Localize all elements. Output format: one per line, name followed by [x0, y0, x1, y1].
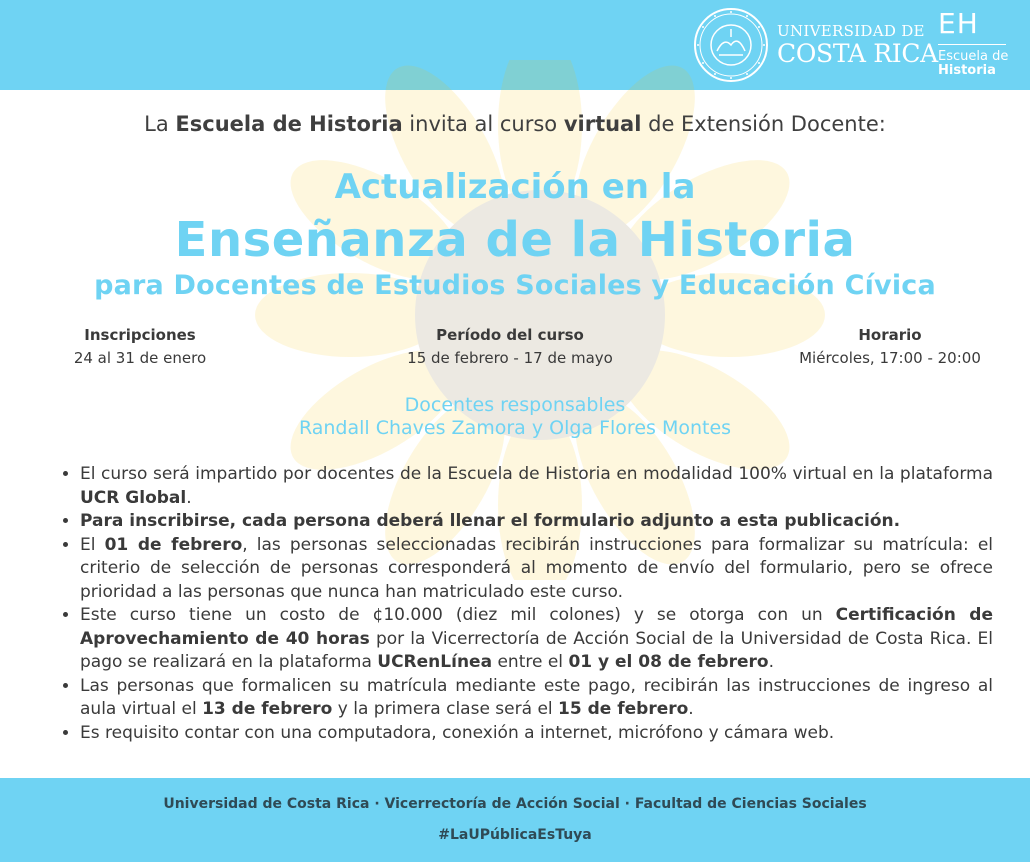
text: El: [80, 534, 105, 555]
eh-line1: Escuela de: [938, 49, 1009, 64]
title-line3: para Docentes de Estudios Sociales y Educación Cívica: [94, 270, 936, 301]
eh-line2: Historia: [938, 63, 996, 79]
intro-text-1: La: [144, 112, 176, 136]
list-item: [80, 534, 993, 605]
eh-divider: [938, 44, 1006, 45]
intro-virtual: virtual: [563, 112, 642, 136]
intro-text-2: invita al curso: [402, 112, 564, 136]
info-heading: Período del curso: [436, 326, 584, 344]
info-value: 15 de febrero - 17 de mayo: [407, 349, 613, 367]
list-item: [80, 510, 993, 534]
info-heading: Horario: [858, 326, 922, 344]
ucr-name-line2: COSTA RICA: [777, 39, 938, 68]
info-horario: [765, 326, 1015, 367]
info-heading: Inscripciones: [84, 326, 196, 344]
text: Las personas que formalicen su matrícula mediante este pago, recibirán las instrucciones de ingreso al aula virtual el: [80, 675, 993, 719]
strong-text: 01 y el 08 de febrero: [568, 652, 769, 672]
docentes-heading: Docentes responsables: [404, 394, 626, 416]
text: El curso será impartido por docentes de la Escuela de Historia en modalidad 100% virtual en la plataforma: [80, 464, 993, 484]
strong-text: 13 de febrero: [202, 699, 333, 719]
info-inscripciones: [40, 326, 240, 367]
text: Es requisito contar con una computadora, conexión a internet, micrófono y cámara web.: [80, 722, 835, 743]
strong-text: 01 de febrero: [104, 534, 243, 555]
list-item: [80, 722, 993, 746]
strong-text: Para inscribirse, cada persona deberá llenar el formulario adjunto a esta publicación.: [80, 511, 901, 531]
info-periodo: [370, 326, 650, 367]
text: .: [688, 699, 694, 719]
intro-line: [0, 112, 1030, 136]
info-value: Miércoles, 17:00 - 20:00: [799, 349, 981, 367]
strong-text: UCR Global: [80, 487, 187, 508]
info-value: 24 al 31 de enero: [73, 349, 207, 367]
intro-text-3: de Extensión Docente:: [641, 112, 886, 136]
intro-school: Escuela de Historia: [175, 112, 403, 136]
strong-text: UCRenLínea: [377, 652, 493, 672]
text: .: [186, 487, 192, 508]
text: entre el: [492, 652, 569, 672]
main-content: [0, 90, 1030, 778]
list-item: [80, 463, 993, 510]
text: .: [768, 652, 774, 672]
text: por la Vicerrectoría de Acción Social de la Universidad de Costa Rica. El pago se realizará en la plataforma: [80, 628, 993, 672]
eh-mark: EH: [938, 7, 979, 40]
details-list: [60, 463, 993, 745]
strong-text: 15 de febrero: [558, 699, 689, 719]
strong-text: Certificación de Aprovechamiento de 40 horas: [80, 605, 993, 649]
ucr-name-line1: UNIVERSIDAD DE: [777, 22, 925, 40]
docentes-names: Randall Chaves Zamora y Olga Flores Montes: [298, 417, 732, 439]
title-line1: Actualización en la: [334, 167, 696, 207]
text: , las personas seleccionadas recibirán instrucciones para formalizar su matrícula: el criterio de selección de personas corresponderá al momento de envío del formulario, pero se ofrece prioridad a las personas que nunca han matriculado este curso.: [80, 534, 994, 602]
list-item: [80, 604, 993, 675]
text: y la primera clase será el: [332, 699, 559, 719]
footer-hashtag: #LaUPúblicaEsTuya: [438, 827, 592, 843]
footer-institutions: Universidad de Costa Rica · Vicerrectoría de Acción Social · Facultad de Ciencias Sociales: [163, 796, 867, 812]
footer-bar: [0, 778, 1030, 862]
list-item: [80, 675, 993, 722]
title-line2: Enseñanza de la Historia: [174, 212, 856, 268]
text: Este curso tiene un costo de ¢10.000 (diez mil colones) y se otorga con un: [80, 605, 836, 625]
escuela-historia-logo: [938, 7, 1010, 79]
